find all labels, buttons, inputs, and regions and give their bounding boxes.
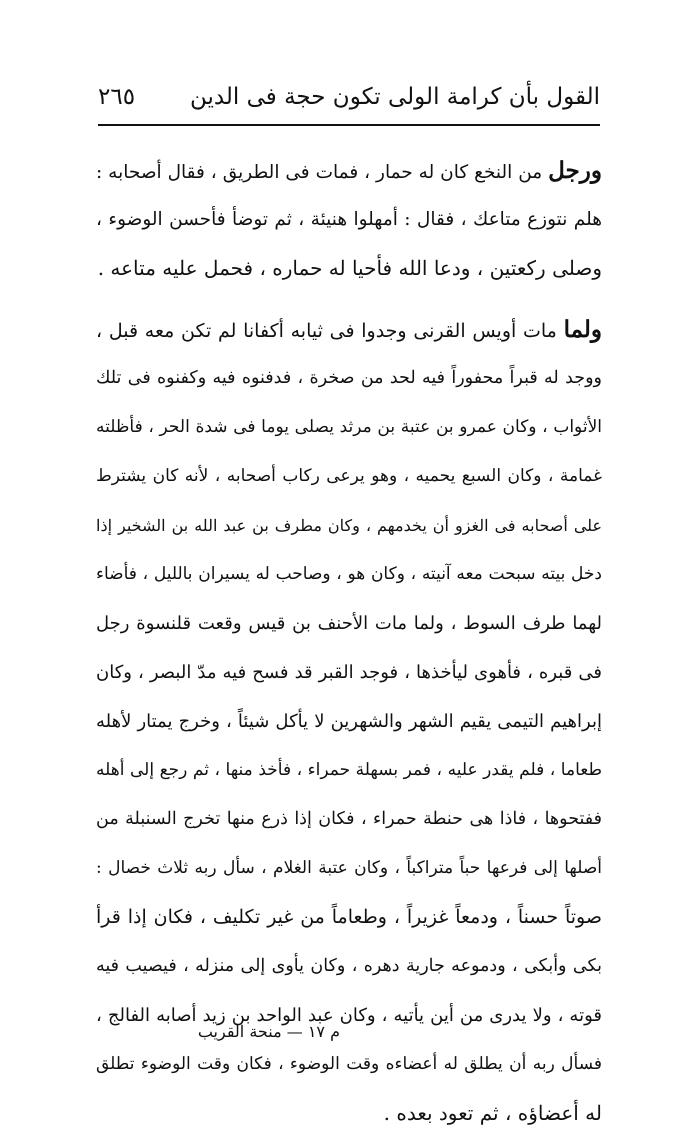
line-text: على أصحابه فى الغزو أن يخدمهم ، وكان مطرف بن عبد الله بن الشخير إذا xyxy=(96,516,602,535)
text-line xyxy=(96,648,602,697)
text-line xyxy=(96,844,602,893)
text-line xyxy=(96,795,602,844)
header-rule xyxy=(98,124,600,126)
text-line xyxy=(96,403,602,452)
text-line xyxy=(96,1089,602,1138)
text-line xyxy=(96,550,602,599)
text-line xyxy=(96,146,602,195)
line-text: فى قبره ، فأهوى ليأخذها ، فوجد القبر قد فسح فيه مدّ البصر ، وكان xyxy=(96,662,602,683)
line-text: الأثواب ، وكان عمرو بن عتبة بن مرثد يصلى يوما فى شدة الحر ، فأظلته xyxy=(96,417,602,437)
text-line xyxy=(96,746,602,795)
line-text: وصلى ركعتين ، ودعا الله فأحيا له حماره ، فحمل عليه متاعه . xyxy=(97,256,602,280)
text-line xyxy=(96,305,602,354)
text-line xyxy=(96,893,602,942)
line-text: لهما طرف السوط ، ولما مات الأحنف بن قيس وقعت قلنسوة رجل xyxy=(96,613,602,634)
line-text: صوتاً حسناً ، ودمعاً غزيراً ، وطعاماً من غير تكليف ، فكان إذا قرأ xyxy=(96,906,602,928)
line-text: غمامة ، وكان السبع يحميه ، وهو يرعى ركاب أصحابه ، لأنه كان يشترط xyxy=(96,466,602,486)
text-line xyxy=(96,942,602,991)
line-text: بكى وأبكى ، ودموعه جارية دهره ، وكان يأوى إلى منزله ، فيصيب فيه xyxy=(96,956,602,976)
paragraph-lead-word: ورجل xyxy=(548,157,602,184)
line-text: إبراهيم التيمى يقيم الشهر والشهرين لا يأكل شيئاً ، وخرج يمتار لأهله xyxy=(96,711,602,732)
text-line xyxy=(96,244,602,293)
paragraph-lead-word: ولما xyxy=(563,316,602,343)
line-text: ففتحوها ، فاذا هى حنطة حمراء ، فكان إذا ذرع منها تخرج السنبلة من xyxy=(96,809,602,829)
text-line xyxy=(96,501,602,550)
body-text xyxy=(96,146,602,1138)
running-header xyxy=(98,78,600,122)
line-text: دخل بيته سبحت معه آنيته ، وكان هو ، وصاحب له يسيران بالليل ، فأضاء xyxy=(96,564,602,584)
text-line xyxy=(96,599,602,648)
paragraph-gap xyxy=(96,293,602,305)
line-text: طعاما ، فلم يقدر عليه ، فمر بسهلة حمراء ، فأخذ منها ، ثم رجع إلى أهله xyxy=(96,760,602,780)
line-text: هلم نتوزع متاعك ، فقال : أمهلوا هنيئة ، ثم توضأ فأحسن الوضوء ، xyxy=(96,209,602,230)
text-line xyxy=(96,452,602,501)
text-line xyxy=(96,354,602,403)
line-text: من النخع كان له حمار ، فمات فى الطريق ، فقال أصحابه : xyxy=(96,162,543,183)
line-text: فسأل ربه أن يطلق له أعضاءه وقت الوضوء ، فكان وقت الوضوء تطلق xyxy=(96,1054,602,1074)
line-text: ووجد له قبراً محفوراً فيه لحد من صخرة ، فدفنوه فيه وكفنوه فى تلك xyxy=(96,368,602,388)
text-line xyxy=(96,697,602,746)
page-number: ٢٦٥ xyxy=(98,84,136,110)
line-text: له أعضاؤه ، ثم تعود بعده . xyxy=(383,1101,602,1125)
header-title: القول بأن كرامة الولى تكون حجة فى الدين xyxy=(189,84,600,110)
line-text: قوته ، ولا يدرى من أين يأتيه ، وكان عبد الواحد بن زيد أصابه الفالج ، xyxy=(96,1005,602,1026)
line-text: مات أويس القرنى وجدوا فى ثيابه أكفانا لم تكن معه قبل ، xyxy=(96,320,557,342)
signature-mark: م ١٧ — منحة القريب xyxy=(197,1022,340,1041)
line-text: أصلها إلى فرعها حباً متراكباً ، وكان عتبة الغلام ، سأل ربه ثلاث خصال : xyxy=(96,858,602,878)
text-line xyxy=(96,195,602,244)
